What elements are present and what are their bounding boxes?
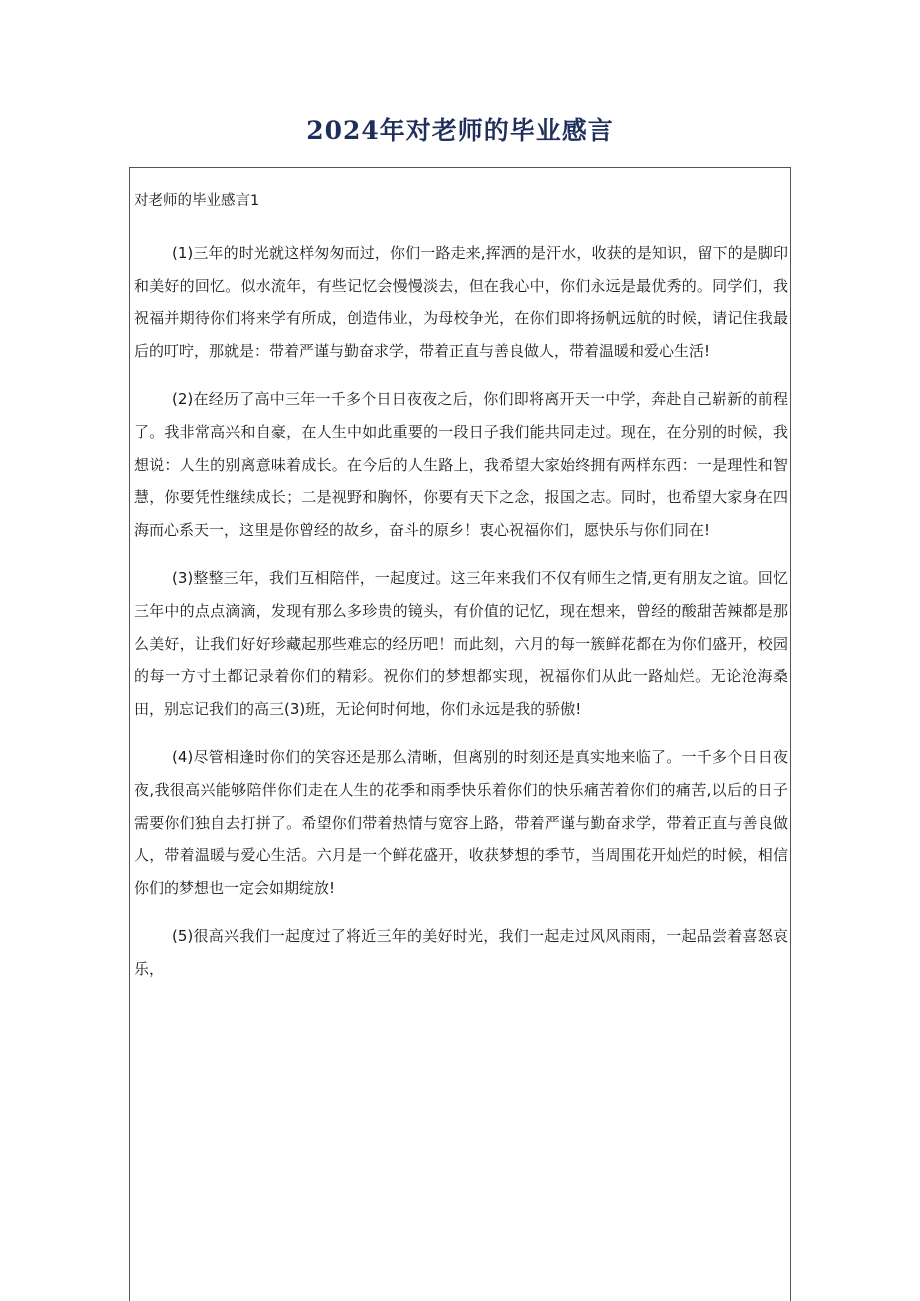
paragraph-1: (1)三年的时光就这样匆匆而过，你们一路走来,挥洒的是汗水，收获的是知识，留下的是脚印和美好的回忆。似水流年，有些记忆会慢慢淡去，但在我心中，你们永远是最优秀的。同学们，我祝福并期待你们将来学有所成，创造伟业，为母校争光，在你们即将扬帆远航的时候，请记住我最后的叮咛，那就是：带着严谨与勤奋求学，带着正直与善良做人，带着温暖和爱心生活! [134, 244, 788, 360]
paragraph-4: (4)尽管相逢时你们的笑容还是那么清晰，但离别的时刻还是真实地来临了。一千多个日日夜夜,我很高兴能够陪伴你们走在人生的花季和雨季快乐着你们的快乐痛苦着你们的痛苦,以后的日子需要你们独自去打拼了。希望你们带着热情与宽容上路，带着严谨与勤奋求学，带着正直与善良做人，带着温暖与爱心生活。六月是一个鲜花盛开，收获梦想的季节，当周围花开灿烂的时候，相信你们的梦想也一定会如期绽放! [134, 748, 788, 897]
paragraph-5: (5)很高兴我们一起度过了将近三年的美好时光，我们一起走过风风雨雨，一起品尝着喜怒哀乐， [134, 927, 788, 978]
paragraph-3: (3)整整三年，我们互相陪伴，一起度过。这三年来我们不仅有师生之情,更有朋友之谊。回忆三年中的点点滴滴，发现有那么多珍贵的镜头，有价值的记忆，现在想来，曾经的酸甜苦辣都是那么美好，让我们好好珍藏起那些难忘的经历吧！而此刻，六月的每一簇鲜花都在为你们盛开，校园的每一方寸土都记录着你们的精彩。祝你们的梦想都实现，祝福你们从此一路灿烂。无论沧海桑田，别忘记我们的高三(3)班，无论何时何地，你们永远是我的骄傲! [134, 569, 788, 718]
paragraph-2: (2)在经历了高中三年一千多个日日夜夜之后，你们即将离开天一中学，奔赴自己崭新的前程了。我非常高兴和自豪，在人生中如此重要的一段日子我们能共同走过。现在，在分别的时候，我想说：人生的别离意味着成长。在今后的人生路上，我希望大家始终拥有两样东西：一是理性和智慧，你要凭性继续成长；二是视野和胸怀，你要有天下之念，报国之志。同时，也希望大家身在四海而心系天一，这里是你曾经的故乡，奋斗的原乡！衷心祝福你们，愿快乐与你们同在! [134, 390, 788, 539]
section-heading: 对老师的毕业感言1 [134, 193, 260, 209]
document-body [134, 188, 790, 1001]
document-title: 2024年对老师的毕业感言 [306, 116, 614, 145]
